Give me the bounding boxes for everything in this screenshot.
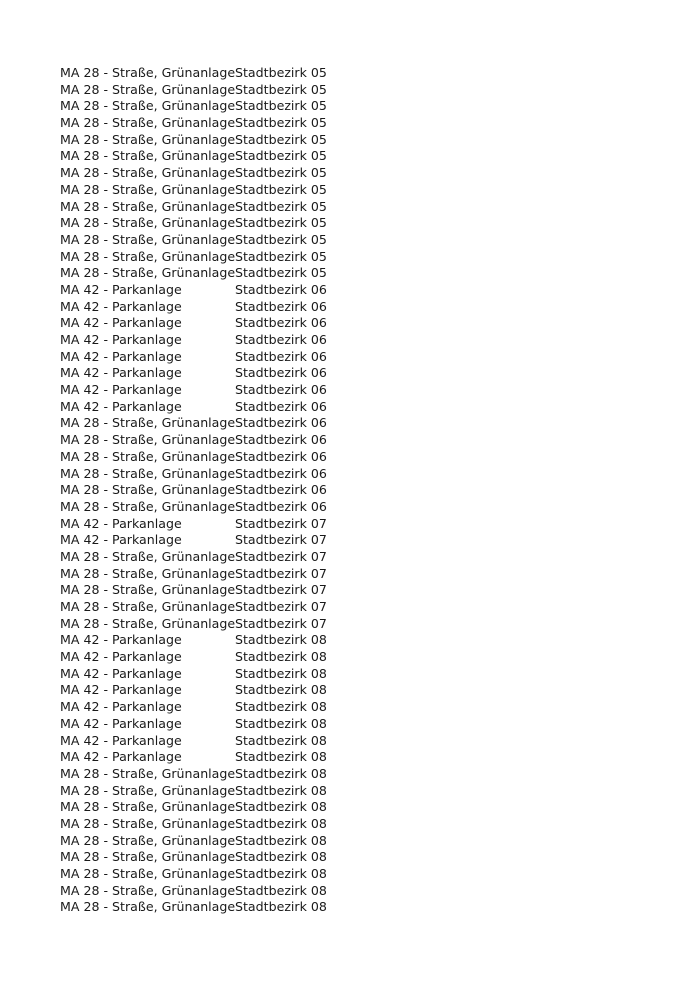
department-cell: MA 28 - Straße, Grünanlage — [60, 148, 236, 164]
table-row — [60, 766, 660, 783]
department-cell: MA 42 - Parkanlage — [60, 699, 182, 715]
district-cell: Stadtbezirk 07 — [235, 548, 327, 564]
district-cell: Stadtbezirk 05 — [235, 181, 327, 197]
department-cell: MA 42 - Parkanlage — [60, 332, 182, 347]
district-cell: Stadtbezirk 05 — [235, 115, 327, 131]
table-row — [60, 599, 660, 616]
district-cell: Stadtbezirk 06 — [235, 281, 327, 297]
department-cell: MA 28 - Straße, Grünanlage — [60, 248, 236, 264]
table-row — [60, 282, 660, 299]
department-cell: MA 28 - Straße, Grünanlage — [60, 498, 236, 514]
table-row — [60, 148, 660, 165]
district-cell: Stadtbezirk 08 — [235, 832, 327, 848]
department-cell: MA 28 - Straße, Grünanlage — [60, 482, 236, 498]
data-table — [60, 65, 660, 916]
table-row — [60, 516, 660, 533]
district-cell: Stadtbezirk 06 — [235, 448, 327, 464]
district-cell: Stadtbezirk 08 — [235, 799, 327, 815]
department-cell: MA 28 - Straße, Grünanlage — [60, 448, 236, 464]
table-row — [60, 349, 660, 366]
table-row — [60, 382, 660, 399]
table-row — [60, 749, 660, 766]
table-row — [60, 265, 660, 282]
table-row — [60, 582, 660, 599]
department-cell: MA 28 - Straße, Grünanlage — [60, 465, 236, 481]
district-cell: Stadtbezirk 07 — [235, 599, 327, 614]
department-cell: MA 28 - Straße, Grünanlage — [60, 782, 236, 798]
district-cell: Stadtbezirk 06 — [235, 365, 327, 381]
table-row — [60, 315, 660, 332]
district-cell: Stadtbezirk 07 — [235, 532, 327, 548]
department-cell: MA 42 - Parkanlage — [60, 682, 182, 698]
district-cell: Stadtbezirk 08 — [235, 765, 327, 781]
department-cell: MA 28 - Straße, Grünanlage — [60, 198, 236, 214]
table-row — [60, 115, 660, 132]
district-cell: Stadtbezirk 06 — [235, 482, 327, 498]
department-cell: MA 42 - Parkanlage — [60, 348, 182, 364]
department-cell: MA 28 - Straße, Grünanlage — [60, 65, 236, 80]
department-cell: MA 42 - Parkanlage — [60, 732, 182, 748]
table-row — [60, 499, 660, 516]
department-cell: MA 42 - Parkanlage — [60, 281, 182, 297]
district-cell: Stadtbezirk 06 — [235, 398, 327, 414]
table-row — [60, 649, 660, 666]
table-row — [60, 232, 660, 249]
district-cell: Stadtbezirk 06 — [235, 332, 327, 347]
department-cell: MA 28 - Straße, Grünanlage — [60, 415, 236, 431]
department-cell: MA 42 - Parkanlage — [60, 715, 182, 731]
department-cell: MA 42 - Parkanlage — [60, 365, 182, 381]
district-cell: Stadtbezirk 05 — [235, 131, 327, 147]
table-row — [60, 783, 660, 800]
department-cell: MA 28 - Straße, Grünanlage — [60, 799, 236, 815]
table-row — [60, 799, 660, 816]
table-row — [60, 482, 660, 499]
department-cell: MA 28 - Straße, Grünanlage — [60, 131, 236, 147]
table-row — [60, 682, 660, 699]
table-row — [60, 833, 660, 850]
table-row — [60, 199, 660, 216]
table-row — [60, 165, 660, 182]
table-row — [60, 816, 660, 833]
department-cell: MA 28 - Straße, Grünanlage — [60, 548, 236, 564]
district-cell: Stadtbezirk 05 — [235, 81, 327, 97]
table-row — [60, 215, 660, 232]
table-row — [60, 849, 660, 866]
district-cell: Stadtbezirk 05 — [235, 165, 327, 181]
district-cell: Stadtbezirk 05 — [235, 231, 327, 247]
district-cell: Stadtbezirk 08 — [235, 882, 327, 898]
district-cell: Stadtbezirk 06 — [235, 465, 327, 481]
table-row — [60, 699, 660, 716]
table-row — [60, 566, 660, 583]
table-row — [60, 532, 660, 549]
department-cell: MA 28 - Straße, Grünanlage — [60, 98, 236, 114]
table-row — [60, 883, 660, 900]
department-cell: MA 28 - Straße, Grünanlage — [60, 599, 236, 614]
district-cell: Stadtbezirk 08 — [235, 665, 327, 681]
table-row — [60, 733, 660, 750]
district-cell: Stadtbezirk 06 — [235, 315, 327, 331]
district-cell: Stadtbezirk 06 — [235, 298, 327, 314]
district-cell: Stadtbezirk 08 — [235, 899, 327, 915]
department-cell: MA 42 - Parkanlage — [60, 649, 182, 665]
district-cell: Stadtbezirk 08 — [235, 866, 327, 881]
district-cell: Stadtbezirk 06 — [235, 498, 327, 514]
district-cell: Stadtbezirk 08 — [235, 749, 327, 765]
department-cell: MA 28 - Straße, Grünanlage — [60, 866, 236, 881]
table-row — [60, 182, 660, 199]
table-row — [60, 432, 660, 449]
document-page — [60, 65, 660, 916]
department-cell: MA 28 - Straße, Grünanlage — [60, 81, 236, 97]
district-cell: Stadtbezirk 08 — [235, 815, 327, 831]
district-cell: Stadtbezirk 06 — [235, 415, 327, 431]
table-row — [60, 632, 660, 649]
department-cell: MA 28 - Straße, Grünanlage — [60, 582, 236, 598]
department-cell: MA 28 - Straße, Grünanlage — [60, 815, 236, 831]
district-cell: Stadtbezirk 08 — [235, 632, 327, 648]
table-row — [60, 899, 660, 916]
district-cell: Stadtbezirk 06 — [235, 348, 327, 364]
table-row — [60, 415, 660, 432]
department-cell: MA 28 - Straße, Grünanlage — [60, 231, 236, 247]
department-cell: MA 28 - Straße, Grünanlage — [60, 882, 236, 898]
table-row — [60, 98, 660, 115]
department-cell: MA 42 - Parkanlage — [60, 632, 182, 648]
district-cell: Stadtbezirk 06 — [235, 382, 327, 398]
district-cell: Stadtbezirk 05 — [235, 215, 327, 231]
department-cell: MA 28 - Straße, Grünanlage — [60, 215, 236, 231]
district-cell: Stadtbezirk 05 — [235, 98, 327, 114]
district-cell: Stadtbezirk 06 — [235, 432, 327, 448]
department-cell: MA 28 - Straße, Grünanlage — [60, 849, 236, 865]
table-row — [60, 449, 660, 466]
district-cell: Stadtbezirk 08 — [235, 715, 327, 731]
table-row — [60, 132, 660, 149]
district-cell: Stadtbezirk 07 — [235, 615, 327, 631]
department-cell: MA 42 - Parkanlage — [60, 749, 182, 765]
department-cell: MA 42 - Parkanlage — [60, 382, 182, 398]
district-cell: Stadtbezirk 05 — [235, 65, 327, 80]
department-cell: MA 42 - Parkanlage — [60, 315, 182, 331]
district-cell: Stadtbezirk 07 — [235, 515, 327, 531]
district-cell: Stadtbezirk 08 — [235, 782, 327, 798]
district-cell: Stadtbezirk 08 — [235, 649, 327, 665]
table-row — [60, 549, 660, 566]
table-row — [60, 82, 660, 99]
table-row — [60, 716, 660, 733]
department-cell: MA 28 - Straße, Grünanlage — [60, 165, 236, 181]
department-cell: MA 42 - Parkanlage — [60, 298, 182, 314]
table-row — [60, 65, 660, 82]
table-row — [60, 866, 660, 883]
district-cell: Stadtbezirk 08 — [235, 699, 327, 715]
department-cell: MA 28 - Straße, Grünanlage — [60, 899, 236, 915]
department-cell: MA 42 - Parkanlage — [60, 532, 182, 548]
table-row — [60, 332, 660, 349]
department-cell: MA 28 - Straße, Grünanlage — [60, 765, 236, 781]
department-cell: MA 28 - Straße, Grünanlage — [60, 181, 236, 197]
department-cell: MA 28 - Straße, Grünanlage — [60, 432, 236, 448]
district-cell: Stadtbezirk 07 — [235, 565, 327, 581]
department-cell: MA 28 - Straße, Grünanlage — [60, 832, 236, 848]
table-row — [60, 249, 660, 266]
table-row — [60, 399, 660, 416]
department-cell: MA 42 - Parkanlage — [60, 515, 182, 531]
district-cell: Stadtbezirk 07 — [235, 582, 327, 598]
district-cell: Stadtbezirk 05 — [235, 265, 327, 281]
district-cell: Stadtbezirk 05 — [235, 148, 327, 164]
district-cell: Stadtbezirk 08 — [235, 682, 327, 698]
department-cell: MA 28 - Straße, Grünanlage — [60, 615, 236, 631]
department-cell: MA 42 - Parkanlage — [60, 665, 182, 681]
department-cell: MA 42 - Parkanlage — [60, 398, 182, 414]
department-cell: MA 28 - Straße, Grünanlage — [60, 265, 236, 281]
district-cell: Stadtbezirk 05 — [235, 198, 327, 214]
table-row — [60, 666, 660, 683]
table-row — [60, 616, 660, 633]
district-cell: Stadtbezirk 05 — [235, 248, 327, 264]
district-cell: Stadtbezirk 08 — [235, 849, 327, 865]
table-row — [60, 299, 660, 316]
department-cell: MA 28 - Straße, Grünanlage — [60, 115, 236, 131]
table-row — [60, 466, 660, 483]
table-row — [60, 365, 660, 382]
department-cell: MA 28 - Straße, Grünanlage — [60, 565, 236, 581]
district-cell: Stadtbezirk 08 — [235, 732, 327, 748]
